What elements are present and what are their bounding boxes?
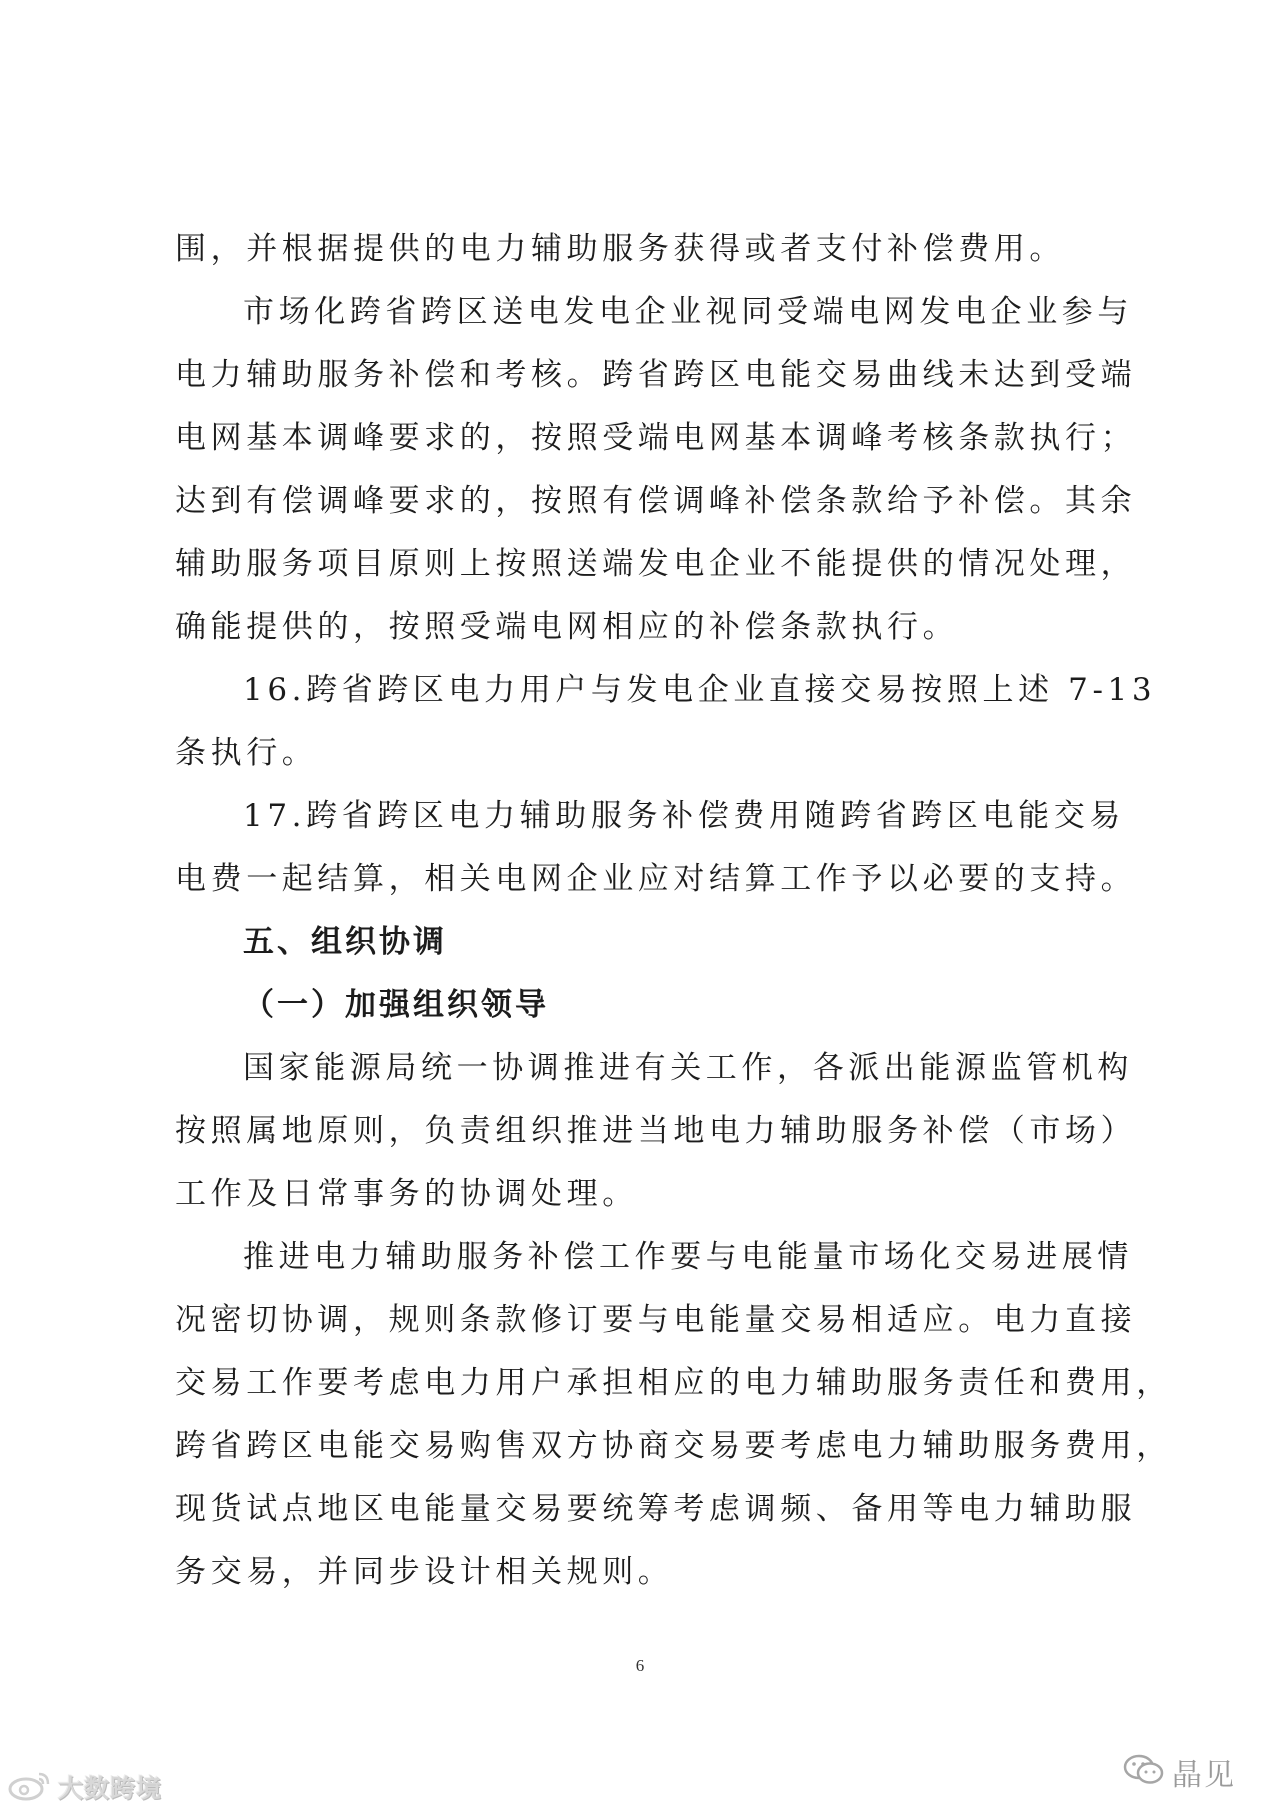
paragraph-line: 跨省跨区电能交易购售双方协商交易要考虑电力辅助服务费用，	[175, 1428, 1172, 1464]
paragraph-line: 达到有偿调峰要求的，按照有偿调峰补偿条款给予补偿。其余	[175, 483, 1137, 519]
paragraph-line: 市场化跨省跨区送电发电企业视同受端电网发电企业参与	[243, 294, 1133, 330]
paragraph-line: 17.跨省跨区电力辅助服务补偿费用随跨省跨区电能交易	[243, 798, 1125, 834]
paragraph-line: 围，并根据提供的电力辅助服务获得或者支付补偿费用。	[175, 231, 1065, 267]
paragraph-line: 务交易，并同步设计相关规则。	[175, 1554, 674, 1590]
section-heading: 五、组织协调	[243, 924, 447, 960]
paragraph-line: 电网基本调峰要求的，按照受端电网基本调峰考核条款执行；	[175, 420, 1137, 456]
watermark-left	[6, 1768, 162, 1806]
paragraph-line: 况密切协调，规则条款修订要与电能量交易相适应。电力直接	[175, 1302, 1137, 1338]
page-number: 6	[635, 1656, 645, 1675]
paragraph-line: 国家能源局统一协调推进有关工作，各派出能源监管机构	[243, 1050, 1133, 1086]
paragraph-line: 工作及日常事务的协调处理。	[175, 1176, 638, 1212]
wechat-icon	[1122, 1752, 1166, 1792]
paragraph-line: 16.跨省跨区电力用户与发电企业直接交易按照上述 7-13	[243, 672, 1157, 708]
paragraph-line: 按照属地原则，负责组织推进当地电力辅助服务补偿（市场）	[175, 1113, 1137, 1149]
subsection-heading: （一）加强组织领导	[243, 987, 549, 1023]
paragraph-line: 辅助服务项目原则上按照送端发电企业不能提供的情况处理，	[175, 546, 1137, 582]
paragraph-line: 现货试点地区电能量交易要统筹考虑调频、备用等电力辅助服	[175, 1491, 1137, 1527]
paragraph-line: 交易工作要考虑电力用户承担相应的电力辅助服务责任和费用，	[175, 1365, 1172, 1401]
paragraph-line: 确能提供的，按照受端电网相应的补偿条款执行。	[175, 609, 959, 645]
paragraph-line: 推进电力辅助服务补偿工作要与电能量市场化交易进展情	[243, 1239, 1133, 1275]
document-body	[175, 218, 1172, 1604]
paragraph-line: 电力辅助服务补偿和考核。跨省跨区电能交易曲线未达到受端	[175, 357, 1137, 393]
paragraph-line: 电费一起结算，相关电网企业应对结算工作予以必要的支持。	[175, 861, 1137, 897]
watermark-right	[1122, 1750, 1236, 1794]
weibo-icon	[6, 1768, 54, 1806]
watermark-right-text: 晶见	[1172, 1758, 1236, 1793]
paragraph-line: 条执行。	[175, 735, 318, 771]
watermark-left-text: 大数跨境	[58, 1774, 163, 1803]
